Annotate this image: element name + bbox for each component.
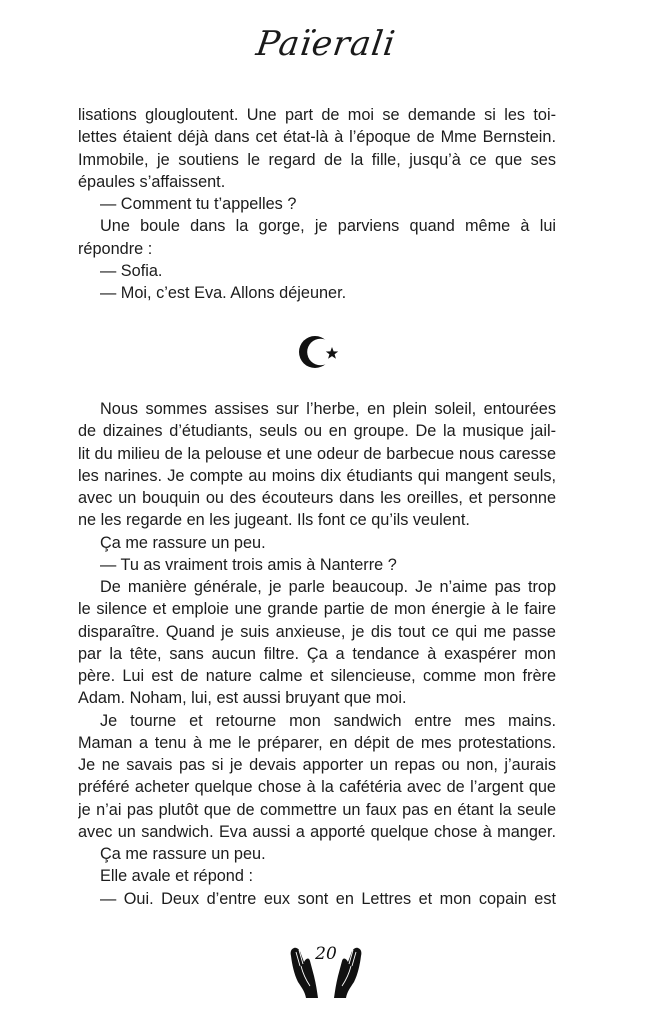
text-line: lettes étaient déjà dans cet état-là à l’époque de Mme Bernstein. — [78, 128, 556, 147]
text-line: je n’ai pas plutôt que de commettre un faux pas en étant la seule — [78, 800, 556, 819]
page-folio — [288, 944, 364, 1000]
text-line: de dizaines d’étudiants, seuls ou en groupe. De la musique jail- — [78, 422, 556, 441]
text-line: Je ne savais pas si je devais apporter un repas ou non, j’aurais — [78, 756, 556, 774]
text-line: répondre : — [78, 239, 153, 258]
text-line: Nous sommes assises sur l’herbe, en plein soleil, entourées — [100, 400, 556, 418]
text-line: père. Lui est de nature calme et silencieuse, comme mon frère — [78, 667, 556, 685]
text-line: Ça me rassure un peu. — [100, 533, 266, 552]
text-line: Ça me rassure un peu. — [100, 845, 266, 863]
text-section-2 — [78, 398, 556, 910]
text-line: — Moi, c’est Eva. Allons déjeuner. — [100, 284, 347, 302]
page-number: 20 — [315, 944, 337, 964]
text-line: préféré acheter quelque chose à la cafétéria avec de l’argent que — [78, 778, 556, 797]
text-line: — Oui. Deux d’entre eux sont en Lettres et mon copain est — [100, 889, 556, 908]
text-line: — Sofia. — [100, 261, 163, 280]
text-line: les narines. Je compte au moins dix étudiants qui mangent seuls, — [78, 466, 556, 485]
text-line: disparaître. Quand je suis anxieuse, je dis tout ce qui me passe — [78, 622, 556, 641]
text-line: avec un sandwich. Eva aussi a apporté quelque chose à manger. — [78, 822, 556, 841]
text-line: Elle avale et répond : — [100, 867, 253, 886]
text-line: De manière générale, je parle beaucoup. Je n’aime pas trop — [100, 578, 556, 596]
text-line: Maman a tenu à me le préparer, en dépit de mes protestations. — [78, 733, 556, 752]
text-line: Une boule dans la gorge, je parviens quand même à lui — [100, 217, 556, 236]
running-title: Païerali — [253, 24, 399, 64]
text-line: lisations glougloutent. Une part de moi se demande si les toi- — [78, 106, 556, 124]
text-line: le silence et emploie une grande partie de mon énergie à le faire — [78, 600, 556, 619]
text-line: par la tête, sans aucun filtre. Ça a tendance à exaspérer mon — [78, 644, 556, 663]
text-line: lit du milieu de la pelouse et une odeur de barbecue nous caresse — [78, 444, 556, 463]
text-line: — Tu as vraiment trois amis à Nanterre ? — [100, 555, 397, 574]
text-section-1 — [78, 104, 556, 304]
text-line: épaules s’affaissent. — [78, 172, 226, 191]
text-line: Adam. Noham, lui, est aussi bruyant que moi. — [78, 689, 407, 708]
text-line: Immobile, je soutiens le regard de la fille, jusqu’à ce que ses — [78, 150, 556, 169]
text-line: — Comment tu t’appelles ? — [100, 195, 297, 213]
text-line: ne les regarde en les jugeant. Ils font ce qu’ils veulent. — [78, 511, 470, 530]
crescent-star-icon — [298, 333, 346, 371]
text-line: avec un bouquin ou des écouteurs dans les oreilles, et personne — [78, 489, 556, 507]
text-line: Je tourne et retourne mon sandwich entre mes mains. — [100, 711, 556, 730]
